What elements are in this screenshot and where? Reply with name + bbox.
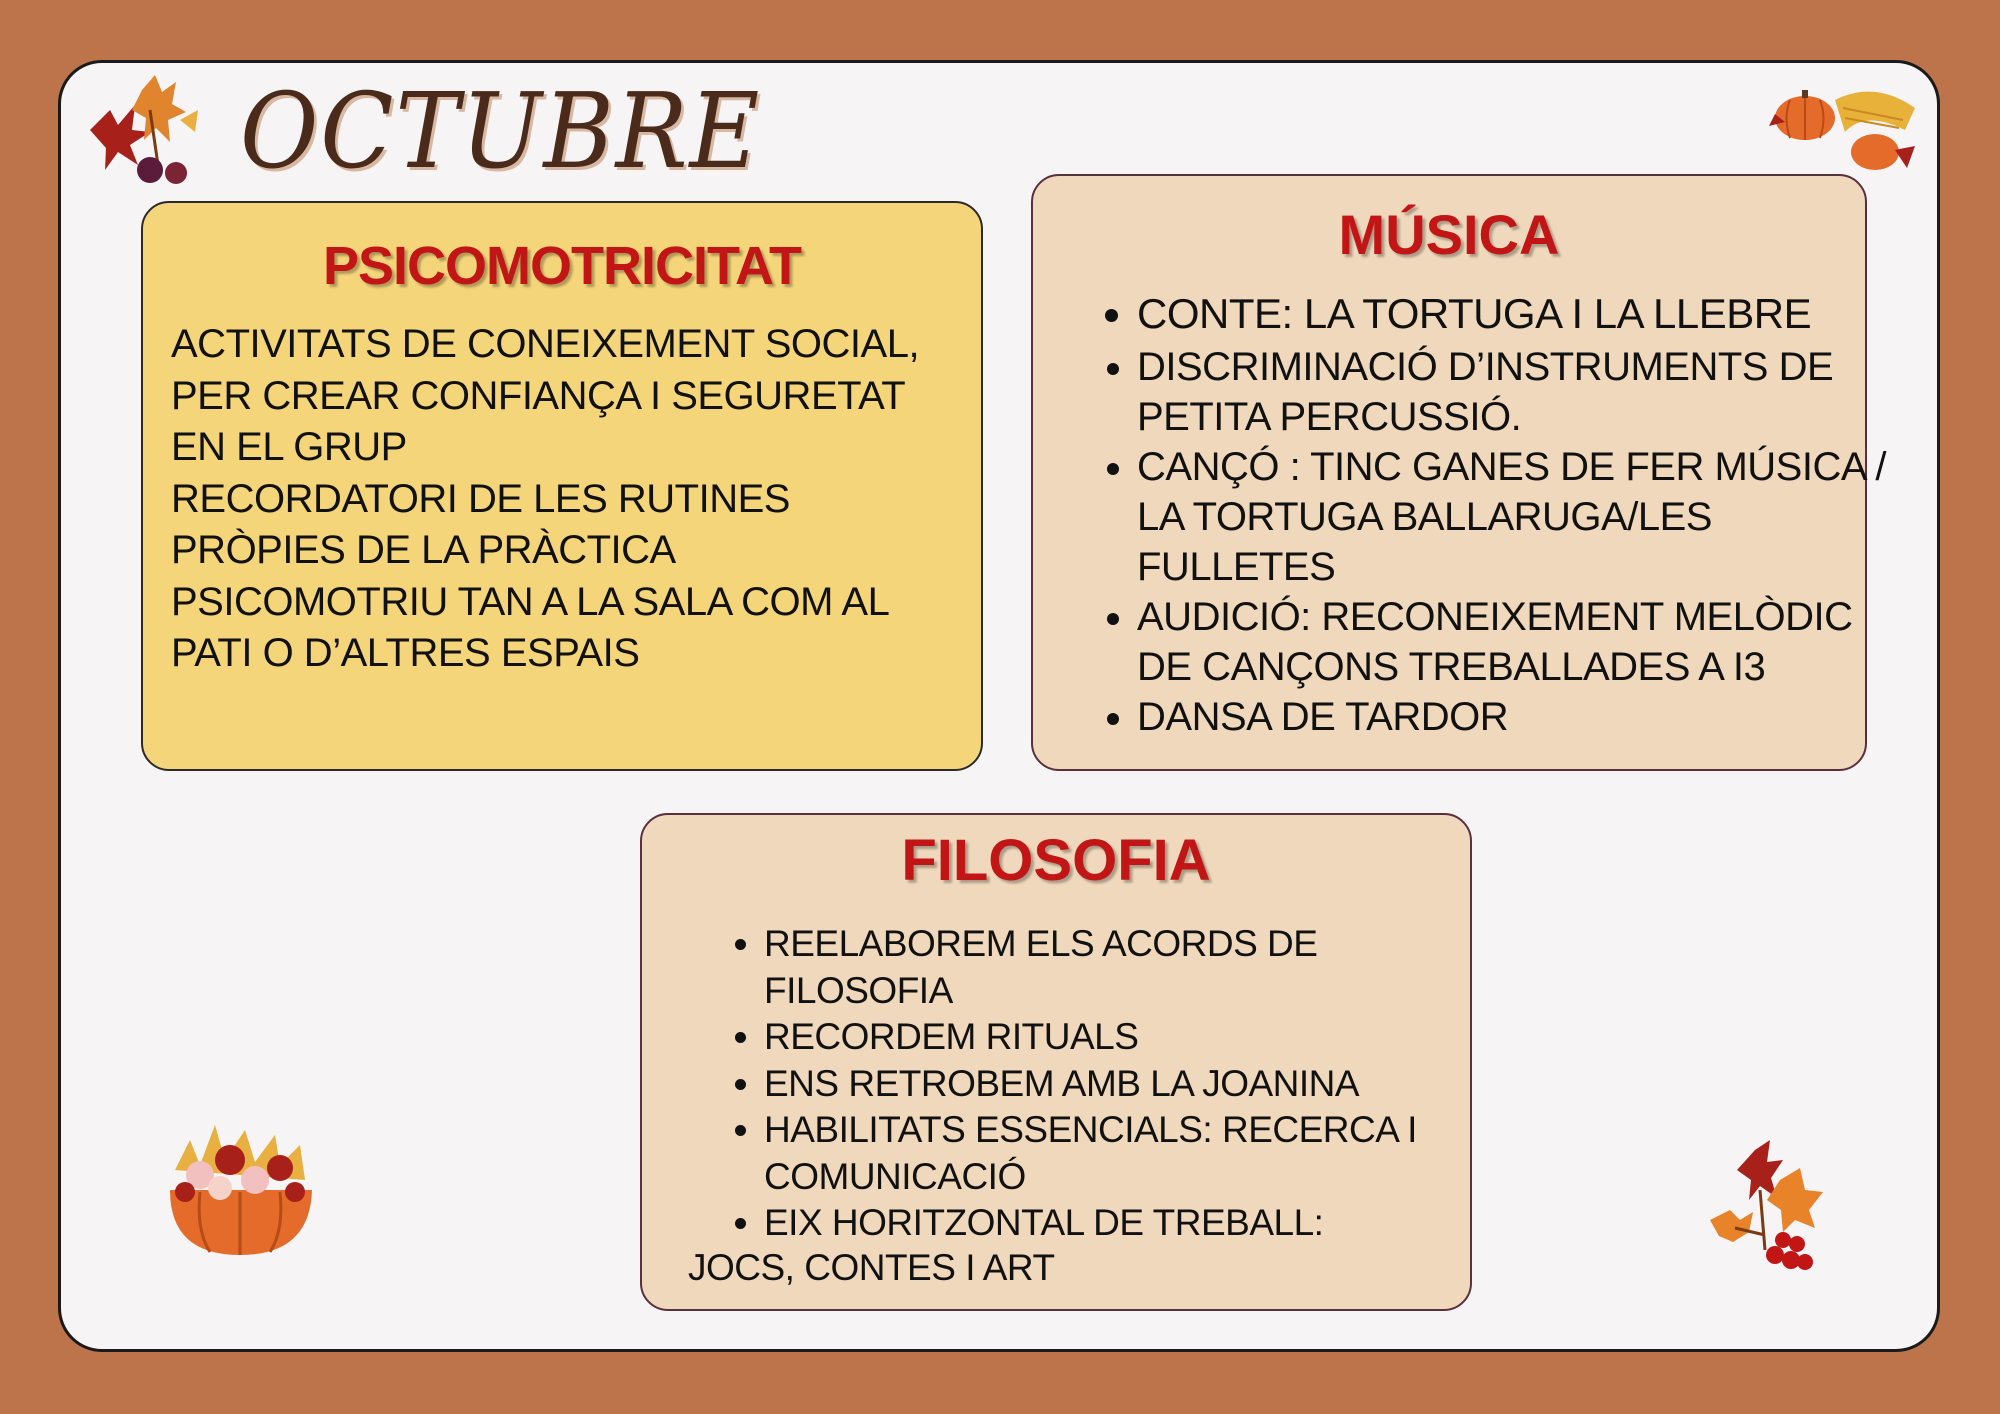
pumpkin-blanket-icon <box>1765 80 1925 180</box>
list-item: • DANSA DE TARDOR <box>1137 692 1907 742</box>
list-item: • HABILITATS ESSENCIALS: RECERCA I COMUNICACIÓ <box>764 1107 1484 1200</box>
list-item: • RECORDEM RITUALS <box>764 1014 1484 1061</box>
pumpkin-flowers-icon <box>160 1120 325 1260</box>
list-item: • CONTE: LA TORTUGA I LA LLEBRE <box>1137 286 1907 342</box>
filosofia-heading: FILOSOFIA <box>901 828 1211 893</box>
filosofia-card <box>640 813 1472 1311</box>
filosofia-list <box>722 921 1484 1247</box>
musica-list <box>1083 286 1907 742</box>
page-title: OCTUBRE <box>240 70 762 192</box>
list-item: • AUDICIÓ: RECONEIXEMENT MELÒDIC DE CANÇONS TREBALLADES A I3 <box>1137 592 1907 692</box>
list-item: • DISCRIMINACIÓ D’INSTRUMENTS DE PETITA PERCUSSIÓ. <box>1137 342 1907 442</box>
filosofia-tail: JOCS, CONTES I ART <box>688 1247 1055 1288</box>
list-item: • REELABOREM ELS ACORDS DE FILOSOFIA <box>764 921 1484 1014</box>
musica-heading: MÚSICA <box>1338 203 1560 266</box>
list-item: • ENS RETROBEM AMB LA JOANINA <box>764 1061 1484 1108</box>
leaves-berries-icon <box>1705 1140 1835 1280</box>
psicomotricitat-heading: PSICOMOTRICITAT <box>323 236 801 296</box>
psicomotricitat-body: ACTIVITATS DE CONEIXEMENT SOCIAL, PER CREAR CONFIANÇA I SEGURETAT EN EL GRUP RECORDATORI DE LES RUTINES PRÒPIES DE LA PRÀCTICA PSICOMOTRIU TAN A LA SALA COM AL PATI O D’ALTRES ESPAIS <box>171 322 920 675</box>
list-item: • EIX HORITZONTAL DE TREBALL: <box>764 1200 1484 1247</box>
autumn-leaves-icon <box>80 70 210 190</box>
list-item: • CANÇÓ : TINC GANES DE FER MÚSICA / LA TORTUGA BALLARUGA/LES FULLETES <box>1137 442 1907 592</box>
psicomotricitat-card <box>141 201 983 771</box>
musica-card <box>1031 174 1887 771</box>
